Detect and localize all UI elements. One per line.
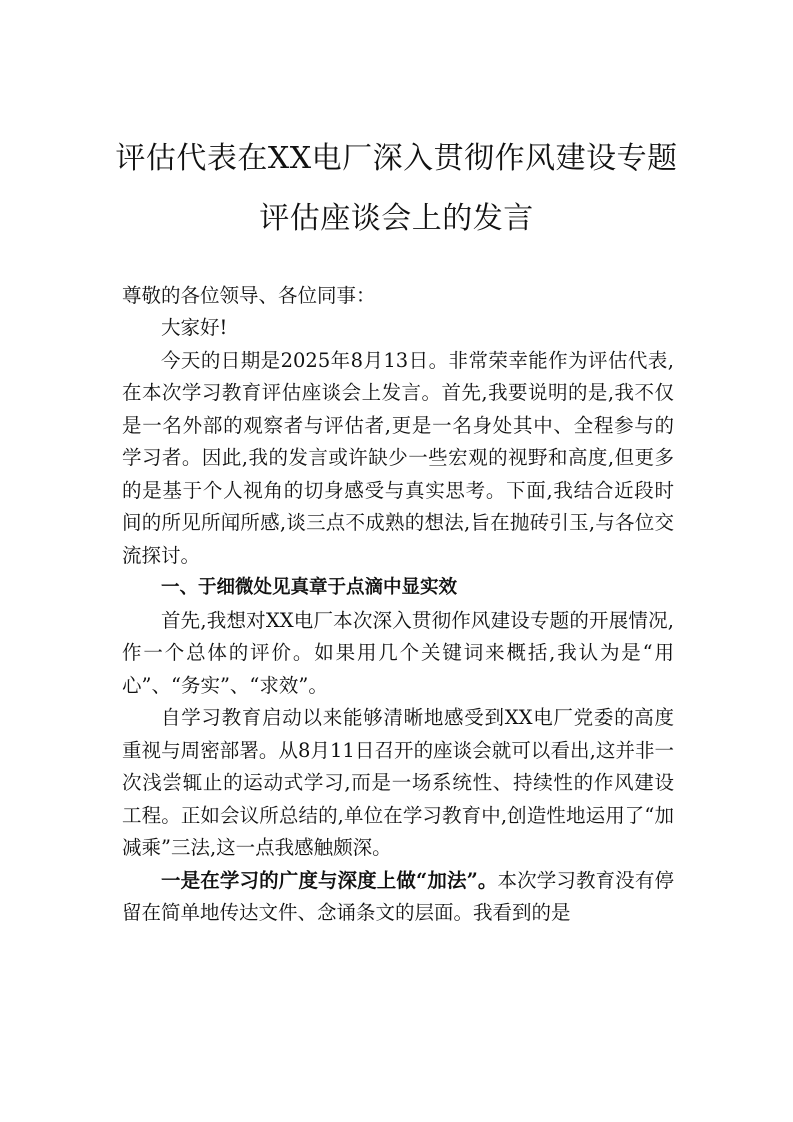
- paragraph-party-deployment: 自学习教育启动以来能够清晰地感受到XX电厂党委的高度重视与周密部署。从8月11日召开的座谈会就可以看出,这并非一次浅尝辄止的运动式学习,而是一场系统性、持续性的作风建设工程。正如会议所总结的,单位在学习教育中,创造性地运用了“加减乘”三法,这一点我感触颇深。: [122, 706, 674, 859]
- section-heading-1: 一、于细微处见真章于点滴中显实效: [161, 577, 458, 598]
- paragraph-addition-method: [122, 865, 674, 930]
- paragraph-intro: 今天的日期是2025年8月13日。非常荣幸能作为评估代表,在本次学习教育评估座谈会上发言。首先,我要说明的是,我不仅是一名外部的观察者与评估者,更是一名身处其中、全程参与的学习者。因此,我的发言或许缺少一些宏观的视野和高度,但更多的是基于个人视角的切身感受与真实思考。下面,我结合近段时间的所见所闻所感,谈三点不成熟的想法,旨在抛砖引玉,与各位交流探讨。: [122, 348, 674, 567]
- document-title-line-2: 评估座谈会上的发言: [259, 201, 534, 236]
- salutation: 尊敬的各位领导、各位同事：: [122, 284, 376, 307]
- paragraph-overall-evaluation: 首先,我想对XX电厂本次深入贯彻作风建设专题的开展情况,作一个总体的评价。如果用几个关键词来概括,我认为是“用心”、“务实”、“求效”。: [122, 608, 674, 697]
- document-body: [122, 312, 674, 930]
- paragraph-continuation: 本次学习教育没有停留在简单地传达文件、念诵条文的层面。我看到的是: [122, 868, 674, 924]
- greeting: 大家好!: [161, 316, 228, 339]
- document-title-line-1: 评估代表在XX电厂深入贯彻作风建设专题: [115, 141, 678, 176]
- paragraph-lead-bold: 一是在学习的广度与深度上做“加法”。: [161, 868, 498, 892]
